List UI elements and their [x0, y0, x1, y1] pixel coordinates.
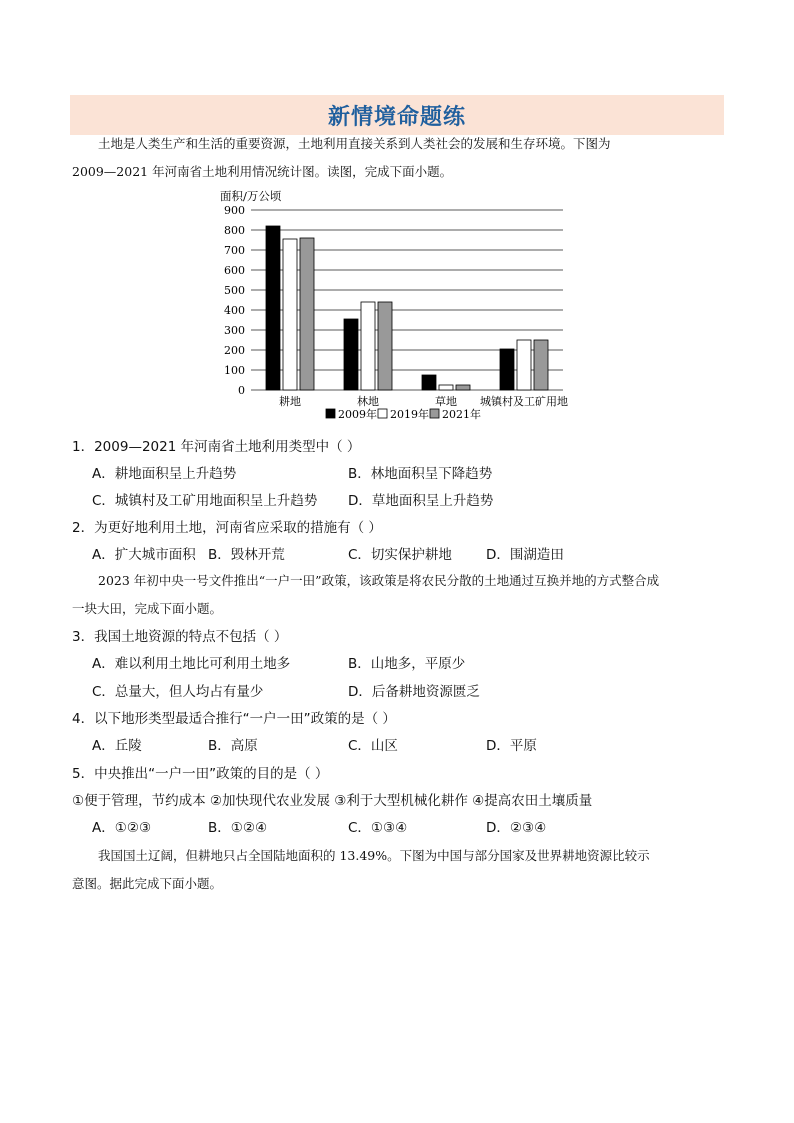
legend-label: 2009年 — [338, 408, 377, 421]
q2-option-c[interactable]: C．切实保护耕地 — [348, 547, 452, 563]
bar — [283, 239, 297, 390]
q3-option-c[interactable]: C．总量大，但人均占有量少 — [92, 684, 264, 700]
bar — [361, 302, 375, 390]
land-use-bar-chart — [200, 185, 600, 430]
bar — [300, 238, 314, 390]
intro-1-line-1: 土地是人类生产和生活的重要资源，土地利用直接关系到人类社会的发展和生存环境。下图为 — [98, 136, 611, 151]
y-tick-label: 500 — [224, 284, 245, 297]
x-category-label: 草地 — [435, 395, 457, 408]
q3-option-d[interactable]: D．后备耕地资源匮乏 — [348, 684, 480, 700]
bar — [266, 226, 280, 390]
q2-option-b[interactable]: B．毁林开荒 — [208, 547, 285, 563]
y-axis-label: 面积/万公顷 — [220, 189, 282, 203]
y-tick-label: 900 — [224, 204, 245, 217]
q3-option-b[interactable]: B．山地多，平原少 — [348, 656, 466, 672]
q1-option-c[interactable]: C．城镇村及工矿用地面积呈上升趋势 — [92, 493, 318, 509]
y-tick-label: 700 — [224, 244, 245, 257]
x-category-label: 林地 — [357, 395, 379, 408]
q5-option-d[interactable]: D．②③④ — [486, 820, 547, 836]
bar — [534, 340, 548, 390]
q5-statements: ①便于管理，节约成本 ②加快现代农业发展 ③利于大型机械化耕作 ④提高农田土壤质量 — [72, 793, 593, 809]
intro-3-line-1: 我国国土辽阔，但耕地只占全国陆地面积的 13.49%。下图为中国与部分国家及世界耕地资源比较示 — [98, 848, 650, 863]
q4-option-a[interactable]: A．丘陵 — [92, 738, 142, 754]
q1-option-b[interactable]: B．林地面积呈下降趋势 — [348, 466, 493, 482]
bar — [344, 319, 358, 390]
bar — [456, 385, 470, 390]
bar — [439, 385, 453, 390]
y-tick-label: 200 — [224, 344, 245, 357]
q5-option-b[interactable]: B．①②④ — [208, 820, 268, 836]
intro-3-line-2: 意图。据此完成下面小题。 — [72, 876, 223, 891]
x-category-label: 城镇村及工矿用地 — [480, 395, 568, 408]
question-5: 5．中央推出“一户一田”政策的目的是（ ） — [72, 766, 329, 782]
q4-option-b[interactable]: B．高原 — [208, 738, 258, 754]
title-banner — [70, 95, 724, 135]
question-3: 3．我国土地资源的特点不包括（ ） — [72, 629, 288, 645]
intro-paragraph-2 — [72, 567, 724, 623]
y-tick-label: 600 — [224, 264, 245, 277]
legend-swatch — [378, 409, 387, 418]
legend-label: 2021年 — [442, 408, 481, 421]
intro-2-line-1: 2023 年初中央一号文件推出“一户一田”政策，该政策是将农民分散的土地通过互换并地的方式整合成 — [98, 573, 660, 588]
q1-option-a[interactable]: A．耕地面积呈上升趋势 — [92, 466, 237, 482]
q2-option-d[interactable]: D．围湖造田 — [486, 547, 564, 563]
question-1: 1．2009—2021 年河南省土地利用类型中（ ） — [72, 439, 361, 455]
intro-2-line-2: 一块大田，完成下面小题。 — [72, 601, 223, 616]
question-2: 2．为更好地利用土地，河南省应采取的措施有（ ） — [72, 520, 382, 536]
legend-swatch — [430, 409, 439, 418]
x-category-label: 耕地 — [279, 395, 301, 408]
q4-option-c[interactable]: C．山区 — [348, 738, 398, 754]
q4-option-d[interactable]: D．平原 — [486, 738, 537, 754]
page-title: 新情境命题练 — [327, 105, 466, 130]
q2-option-a[interactable]: A．扩大城市面积 — [92, 547, 196, 563]
intro-paragraph-1 — [72, 130, 724, 186]
y-tick-label: 800 — [224, 224, 245, 237]
bar — [500, 349, 514, 390]
q5-option-c[interactable]: C．①③④ — [348, 820, 408, 836]
bar — [378, 302, 392, 390]
bar — [422, 375, 436, 390]
intro-1-line-2: 2009—2021 年河南省土地利用情况统计图。读图，完成下面小题。 — [72, 164, 453, 179]
y-tick-label: 300 — [224, 324, 245, 337]
q1-option-d[interactable]: D．草地面积呈上升趋势 — [348, 493, 494, 509]
y-tick-label: 0 — [238, 384, 245, 397]
y-tick-label: 100 — [224, 364, 245, 377]
q5-option-a[interactable]: A．①②③ — [92, 820, 152, 836]
intro-paragraph-3 — [72, 842, 724, 898]
q3-option-a[interactable]: A．难以利用土地比可利用土地多 — [92, 656, 291, 672]
y-tick-label: 400 — [224, 304, 245, 317]
question-4: 4．以下地形类型最适合推行“一户一田”政策的是（ ） — [72, 711, 396, 727]
bar — [517, 340, 531, 390]
legend-label: 2019年 — [390, 408, 429, 421]
legend-swatch — [326, 409, 335, 418]
